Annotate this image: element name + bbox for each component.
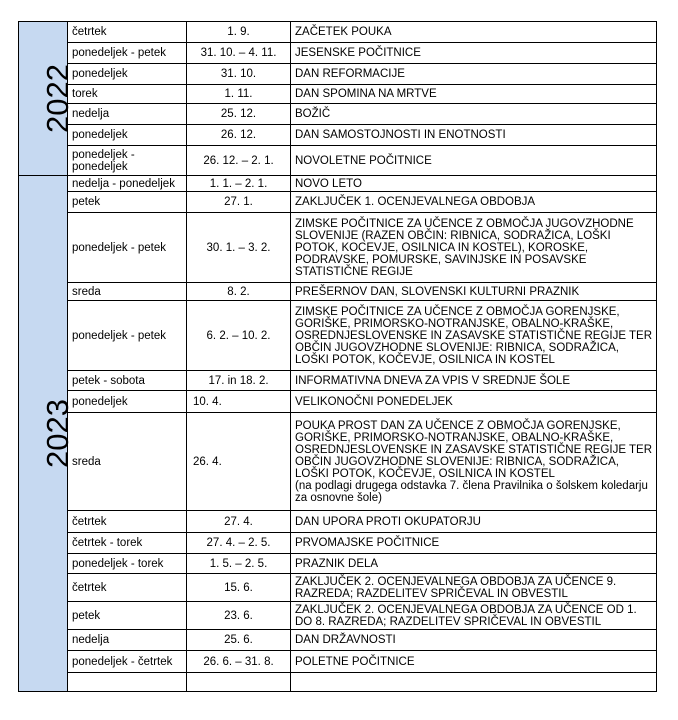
date-cell: 23. 6. xyxy=(187,602,291,630)
date-cell: 1. 1. – 2. 1. xyxy=(187,176,291,192)
event-text: BOŽIČ xyxy=(295,108,331,120)
date-cell xyxy=(187,673,291,692)
weekday-cell: torek xyxy=(68,85,187,104)
event-text: ZIMSKE POČITNICE ZA UČENCE Z OBMOČJA GORENJSKE, GORIŠKE, PRIMORSKO-NOTRANJSKE, OBALNO-KRAŠKE, OSREDNJESLOVENSKE IN ZASAVSKE STATISTIČNE REGIJE TER OBČIN JUGOVZHODNE SLOVENIJE: RIBNICA, SODRAŽICA, LOŠKI POTOK, KOČEVJE, OSILNICA IN KOSTEL xyxy=(295,305,653,366)
event-text: JESENSKE POČITNICE xyxy=(295,47,421,59)
event-cell xyxy=(291,554,657,574)
weekday-cell: ponedeljek - petek xyxy=(68,43,187,64)
event-cell xyxy=(291,283,657,301)
event-text: DAN SPOMINA NA MRTVE xyxy=(295,88,437,100)
event-text: VELIKONOČNI PONEDELJEK xyxy=(295,395,453,408)
event-cell xyxy=(291,85,657,104)
event-cell xyxy=(291,413,657,511)
date-cell: 27. 4. – 2. 5. xyxy=(187,533,291,554)
event-text: INFORMATIVNA DNEVA ZA VPIS V SREDNJE ŠOLE xyxy=(295,374,571,387)
year-cell-2023 xyxy=(19,176,75,692)
weekday-cell: ponedeljek xyxy=(68,64,187,85)
event-text: NOVO LETO xyxy=(295,177,362,190)
weekday-cell: ponedeljek - petek xyxy=(68,301,187,371)
year-label: 2022 xyxy=(39,64,75,133)
calendar-row xyxy=(19,283,657,301)
event-cell xyxy=(291,104,657,125)
event-note: (na podlagi drugega odstavka 7. člena Pravilnika o šolskem koledarju za osnovne šole) xyxy=(295,479,648,504)
weekday-cell: nedelja xyxy=(68,104,187,125)
calendar-row xyxy=(19,651,657,673)
weekday-cell: petek - sobota xyxy=(68,371,187,391)
weekday-cell: ponedeljek - ponedeljek xyxy=(68,146,187,176)
school-calendar-table xyxy=(18,21,657,692)
event-cell xyxy=(291,301,657,371)
event-cell xyxy=(291,511,657,533)
date-cell: 26. 12. – 2. 1. xyxy=(187,146,291,176)
calendar-row xyxy=(19,602,657,630)
calendar-row xyxy=(19,630,657,651)
year-cell-2022 xyxy=(19,22,75,176)
weekday-cell: ponedeljek xyxy=(68,391,187,413)
event-text: ZAKLJUČEK 2. OCENJEVALNEGA OBDOBJA ZA UČENCE OD 1. DO 8. RAZREDA; RAZDELITEV SPRIČEVAL IN OBVESTIL xyxy=(295,603,637,628)
date-cell: 31. 10. – 4. 11. xyxy=(187,43,291,64)
weekday-cell: ponedeljek xyxy=(68,125,187,146)
calendar-row xyxy=(19,413,657,511)
weekday-cell: četrtek xyxy=(68,574,187,602)
weekday-cell: sreda xyxy=(68,283,187,301)
date-cell: 31. 10. xyxy=(187,64,291,85)
calendar-row xyxy=(19,43,657,64)
date-cell: 1. 5. – 2. 5. xyxy=(187,554,291,574)
event-cell xyxy=(291,651,657,673)
calendar-row xyxy=(19,301,657,371)
calendar-row xyxy=(19,64,657,85)
calendar-row xyxy=(19,673,657,692)
date-cell: 27. 4. xyxy=(187,511,291,533)
event-text: DAN REFORMACIJE xyxy=(295,68,405,80)
event-cell xyxy=(291,64,657,85)
calendar-row xyxy=(19,371,657,391)
date-cell: 25. 12. xyxy=(187,104,291,125)
year-label: 2023 xyxy=(39,399,75,468)
event-cell xyxy=(291,574,657,602)
event-cell xyxy=(291,43,657,64)
weekday-cell: ponedeljek - petek xyxy=(68,213,187,283)
event-text: DAN SAMOSTOJNOSTI IN ENOTNOSTI xyxy=(295,129,506,141)
event-cell xyxy=(291,371,657,391)
date-cell: 26. 12. xyxy=(187,125,291,146)
weekday-cell: petek xyxy=(68,192,187,213)
event-text: POUKA PROST DAN ZA UČENCE Z OBMOČJA GORENJSKE, GORIŠKE, PRIMORSKO-NOTRANJSKE, OBALNO-KRAŠKE, OSREDNJESLOVENSKE IN ZASAVSKE STATISTIČNE REGIJE TER OBČIN JUGOVZHODNE SLOVENIJE: RIBNICA, SODRAŽICA, LOŠKI POTOK, KOČEVJE, OSILNICA IN KOSTEL xyxy=(295,419,653,480)
event-text: DAN UPORA PROTI OKUPATORJU xyxy=(295,515,481,528)
date-cell: 17. in 18. 2. xyxy=(187,371,291,391)
calendar-row xyxy=(19,146,657,176)
calendar-row xyxy=(19,192,657,213)
event-cell xyxy=(291,192,657,213)
calendar-row xyxy=(19,22,657,43)
date-cell: 26. 4. xyxy=(187,413,291,511)
event-text: POLETNE POČITNICE xyxy=(295,655,415,668)
event-text: NOVOLETNE POČITNICE xyxy=(295,154,432,167)
weekday-cell xyxy=(68,673,187,692)
weekday-cell: ponedeljek - četrtek xyxy=(68,651,187,673)
event-text: PREŠERNOV DAN, SLOVENSKI KULTURNI PRAZNIK xyxy=(295,285,580,298)
event-cell xyxy=(291,391,657,413)
date-cell: 8. 2. xyxy=(187,283,291,301)
date-cell: 27. 1. xyxy=(187,192,291,213)
event-text: DAN DRŽAVNOSTI xyxy=(295,634,396,646)
calendar-row xyxy=(19,213,657,283)
weekday-cell: četrtek - torek xyxy=(68,533,187,554)
calendar-row xyxy=(19,554,657,574)
weekday-cell: petek xyxy=(68,602,187,630)
weekday-cell: ponedeljek - torek xyxy=(68,554,187,574)
date-cell: 1. 9. xyxy=(187,22,291,43)
calendar-row xyxy=(19,574,657,602)
calendar-row xyxy=(19,125,657,146)
event-cell xyxy=(291,146,657,176)
event-cell xyxy=(291,176,657,192)
event-cell xyxy=(291,673,657,692)
date-cell: 15. 6. xyxy=(187,574,291,602)
weekday-cell: nedelja - ponedeljek xyxy=(68,176,187,192)
weekday-cell: sreda xyxy=(68,413,187,511)
event-cell xyxy=(291,213,657,283)
event-text: PRVOMAJSKE POČITNICE xyxy=(295,537,440,549)
date-cell: 26. 6. – 31. 8. xyxy=(187,651,291,673)
date-cell: 1. 11. xyxy=(187,85,291,104)
event-cell xyxy=(291,125,657,146)
event-cell xyxy=(291,630,657,651)
date-cell: 30. 1. – 3. 2. xyxy=(187,213,291,283)
calendar-row xyxy=(19,104,657,125)
event-text: ZAČETEK POUKA xyxy=(295,26,392,38)
weekday-cell: nedelja xyxy=(68,630,187,651)
calendar-body xyxy=(19,22,657,692)
calendar-row xyxy=(19,85,657,104)
event-text: ZIMSKE POČITNICE ZA UČENCE Z OBMOČJA JUGOVZHODNE SLOVENIJE (RAZEN OBČIN: RIBNICA, SODRAŽICA, LOŠKI POTOK, KOCEVJE, OSILNICA IN KOSTEL), KOROSKE, PODRAVSKE, POMURSKE, SAVINJSKE IN POSAVSKE STATISTIČNE REGIJE xyxy=(295,217,634,278)
calendar-row xyxy=(19,511,657,533)
event-cell xyxy=(291,22,657,43)
event-cell xyxy=(291,533,657,554)
weekday-cell: četrtek xyxy=(68,511,187,533)
event-text: ZAKLJUČEK 2. OCENJEVALNEGA OBDOBJA ZA UČENCE 9. RAZREDA; RAZDELITEV SPRIČEVAL IN OBVESTIL xyxy=(295,575,617,600)
date-cell: 25. 6. xyxy=(187,630,291,651)
calendar-row xyxy=(19,533,657,554)
calendar-row xyxy=(19,176,657,192)
weekday-cell: četrtek xyxy=(68,22,187,43)
date-cell: 10. 4. xyxy=(187,391,291,413)
event-text: ZAKLJUČEK 1. OCENJEVALNEGA OBDOBJA xyxy=(295,196,536,208)
event-cell xyxy=(291,602,657,630)
calendar-row xyxy=(19,391,657,413)
event-text: PRAZNIK DELA xyxy=(295,557,379,570)
date-cell: 6. 2. – 10. 2. xyxy=(187,301,291,371)
